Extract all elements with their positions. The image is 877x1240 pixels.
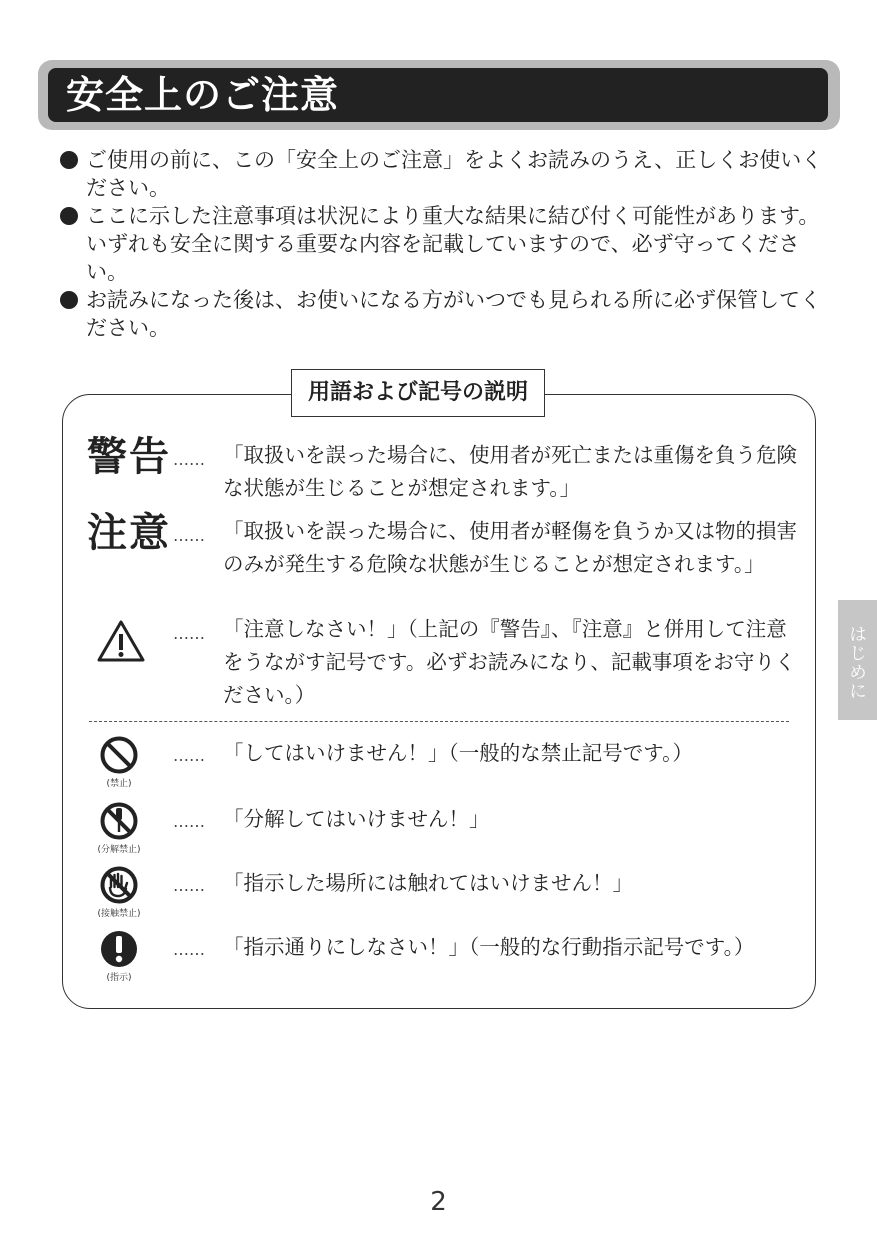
terms-box-title: 用語および記号の説明 (291, 369, 545, 417)
symbol-caption: (指示) (106, 973, 132, 983)
symbol-caption: (接触禁止) (97, 909, 141, 919)
symbol-description: 「分解してはいけません！」 (223, 807, 490, 831)
symbol-caption: (禁止) (106, 779, 132, 789)
intro-item: ここに示した注意事項は状況により重大な結果に結び付く可能性があります。いずれも安全に関する重要な内容を記載していますので、必ず守ってください。 (60, 202, 830, 286)
title-inner (48, 68, 828, 122)
intro-list (60, 146, 830, 342)
intro-item: お読みになった後は、お使いになる方がいつでも見られる所に必ず保管してください。 (60, 286, 830, 342)
page-number: 2 (430, 1187, 447, 1217)
caution-label: 注意 (87, 510, 171, 556)
no-touch-icon (91, 865, 147, 919)
intro-item: ご使用の前に、この「安全上のご注意」をよくお読みのうえ、正しくお使いください。 (60, 146, 830, 202)
warning-triangle-icon (93, 619, 149, 667)
no-disassembly-icon (91, 801, 147, 855)
leader-dots: …… (173, 876, 205, 895)
symbol-description: 「指示通りにしなさい！」（一般的な行動指示記号です。） (223, 935, 755, 959)
warning-label: 警告 (87, 434, 171, 480)
leader-dots: …… (173, 746, 205, 765)
dashed-divider (89, 721, 789, 722)
leader-dots: …… (173, 526, 205, 545)
side-tab-label: はじめに (849, 625, 867, 702)
title-bar (38, 60, 840, 130)
warning-description: 「取扱いを誤った場合に、使用者が死亡または重傷を負う危険な状態が生じることが想定されます。」 (223, 443, 797, 500)
leader-dots: …… (173, 450, 205, 469)
symbol-description: 「指示した場所には触れてはいけません！」 (223, 871, 633, 895)
alert-description: 「注意しなさい！」（上記の『警告』、『注意』と併用して注意をうながす記号です。必ずお読みになり、記載事項をお守りください。） (223, 617, 796, 707)
leader-dots: …… (173, 624, 205, 643)
symbol-description: 「してはいけません！」（一般的な禁止記号です。） (223, 741, 693, 765)
symbol-caption: (分解禁止) (97, 845, 141, 855)
page-title: 安全上のご注意 (66, 73, 340, 117)
caution-description: 「取扱いを誤った場合に、使用者が軽傷を負うか又は物的損害のみが発生する危険な状態が生じることが想定されます。」 (223, 519, 797, 576)
terms-box (62, 380, 816, 1009)
leader-dots: …… (173, 812, 205, 831)
mandatory-icon (91, 929, 147, 983)
leader-dots: …… (173, 940, 205, 959)
side-tab (838, 600, 877, 720)
prohibited-icon (91, 735, 147, 789)
